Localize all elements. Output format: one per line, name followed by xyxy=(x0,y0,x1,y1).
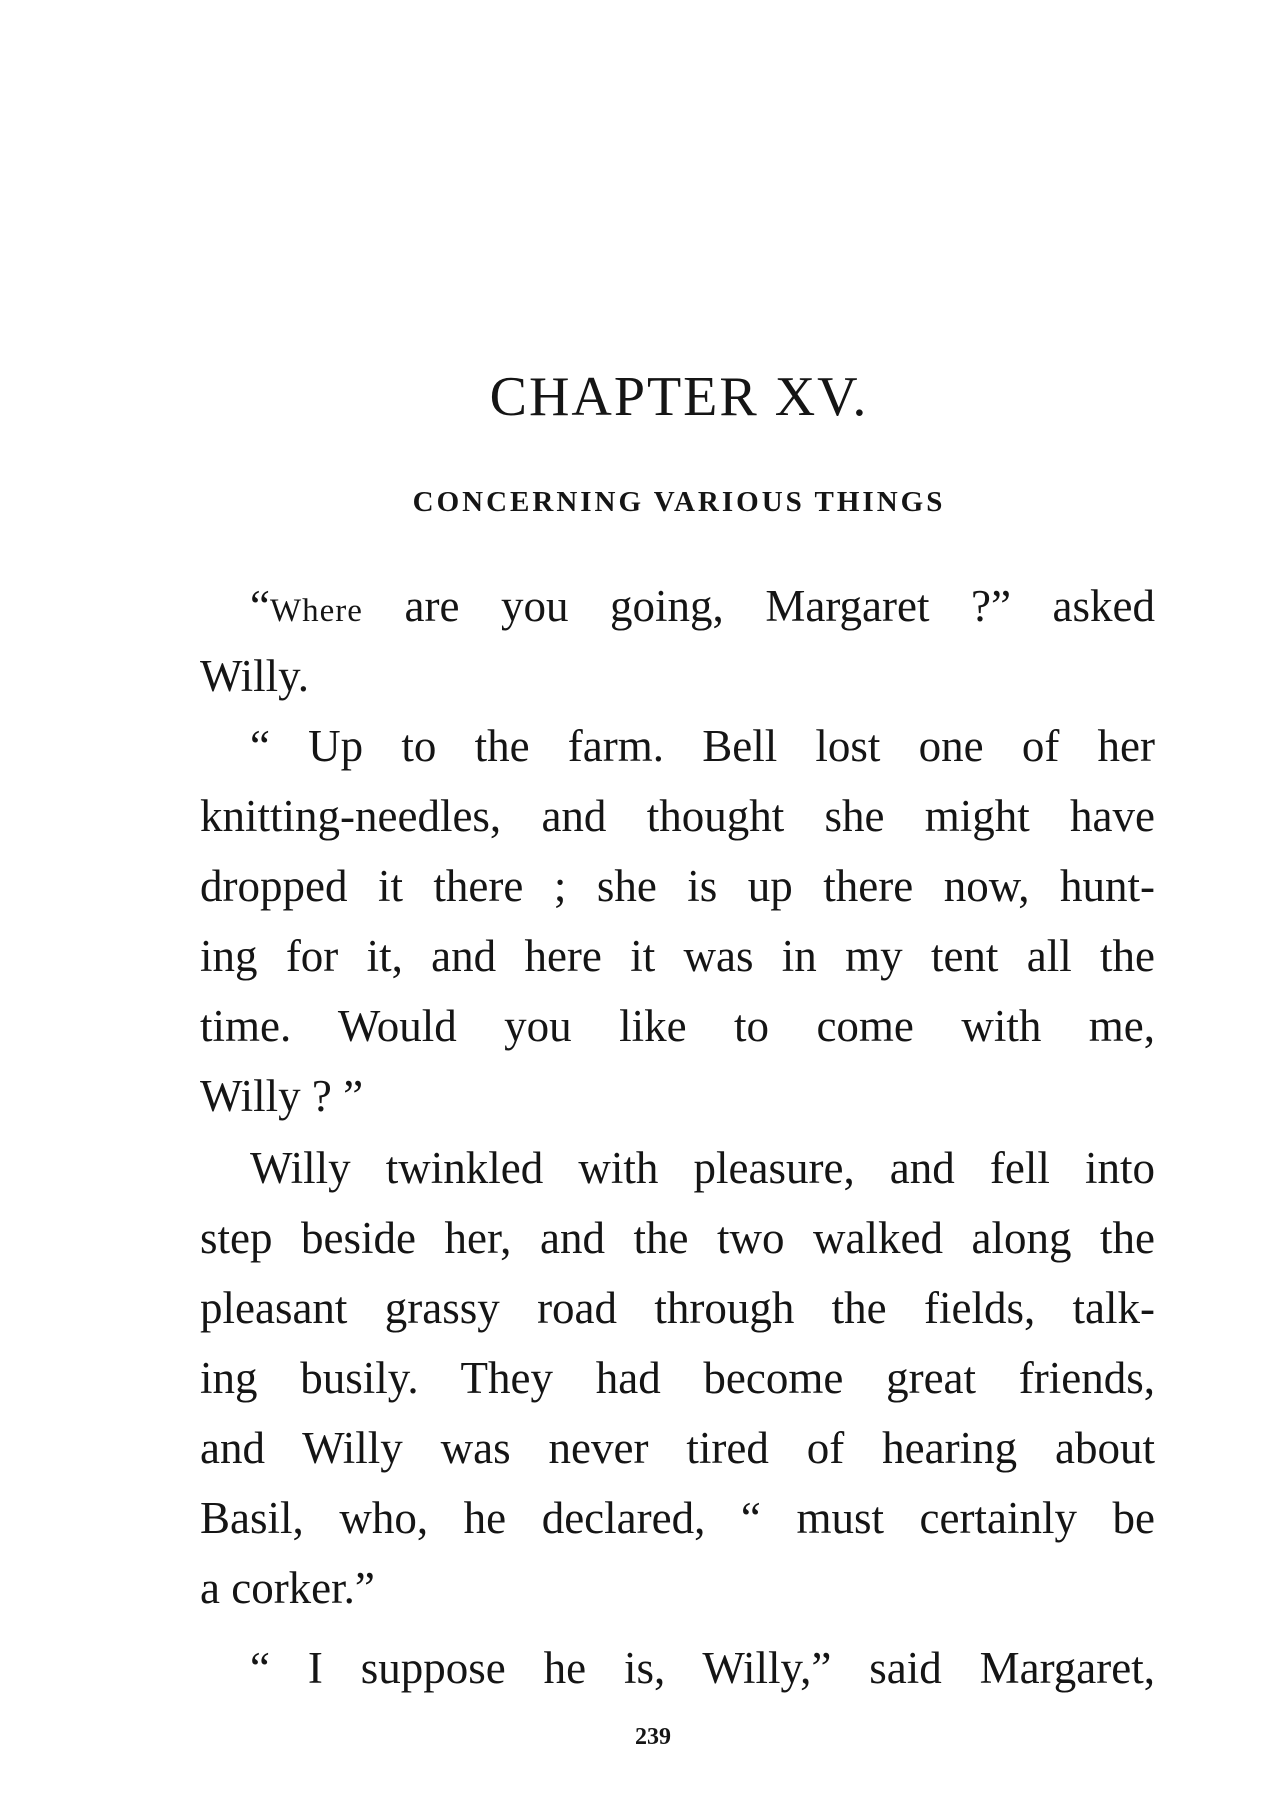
paragraph-1-line-1 xyxy=(250,578,1155,634)
paragraph-3-line-2: step beside her, and the two walked along the xyxy=(200,1213,1155,1263)
paragraph-2-line-2: knitting-needles, and thought she might have xyxy=(200,791,1155,841)
chapter-subtitle: CONCERNING VARIOUS THINGS xyxy=(412,486,946,518)
paragraph-3-line-4: ing busily. They had become great friends, xyxy=(200,1353,1155,1403)
paragraph-3-line-6: Basil, who, he declared, “ must certainly be xyxy=(200,1493,1155,1543)
line-text: are you going, Margaret ?” asked xyxy=(362,581,1155,631)
chapter-title: CHAPTER XV. xyxy=(489,366,869,428)
paragraph-2-line-1: “ Up to the farm. Bell lost one of her xyxy=(250,721,1155,771)
paragraph-2-line-6: Willy ? ” xyxy=(200,1071,364,1121)
paragraph-4-line-1: “ I suppose he is, Willy,” said Margaret, xyxy=(250,1643,1155,1693)
paragraph-2-line-3: dropped it there ; she is up there now, hunt- xyxy=(200,861,1155,911)
paragraph-3-line-3: pleasant grassy road through the fields, talk- xyxy=(200,1283,1155,1333)
paragraph-2-line-4: ing for it, and here it was in my tent all the xyxy=(200,931,1155,981)
opening-quote: “ xyxy=(250,581,270,631)
paragraph-3-line-1: Willy twinkled with pleasure, and fell into xyxy=(250,1143,1155,1193)
paragraph-3-line-5: and Willy was never tired of hearing about xyxy=(200,1423,1155,1473)
small-caps-word: Where xyxy=(269,593,363,629)
paragraph-3-line-7: a corker.” xyxy=(200,1563,375,1613)
paragraph-1-line-2: Willy. xyxy=(200,651,310,701)
page-number: 239 xyxy=(635,1724,671,1750)
paragraph-2-line-5: time. Would you like to come with me, xyxy=(200,1001,1155,1051)
